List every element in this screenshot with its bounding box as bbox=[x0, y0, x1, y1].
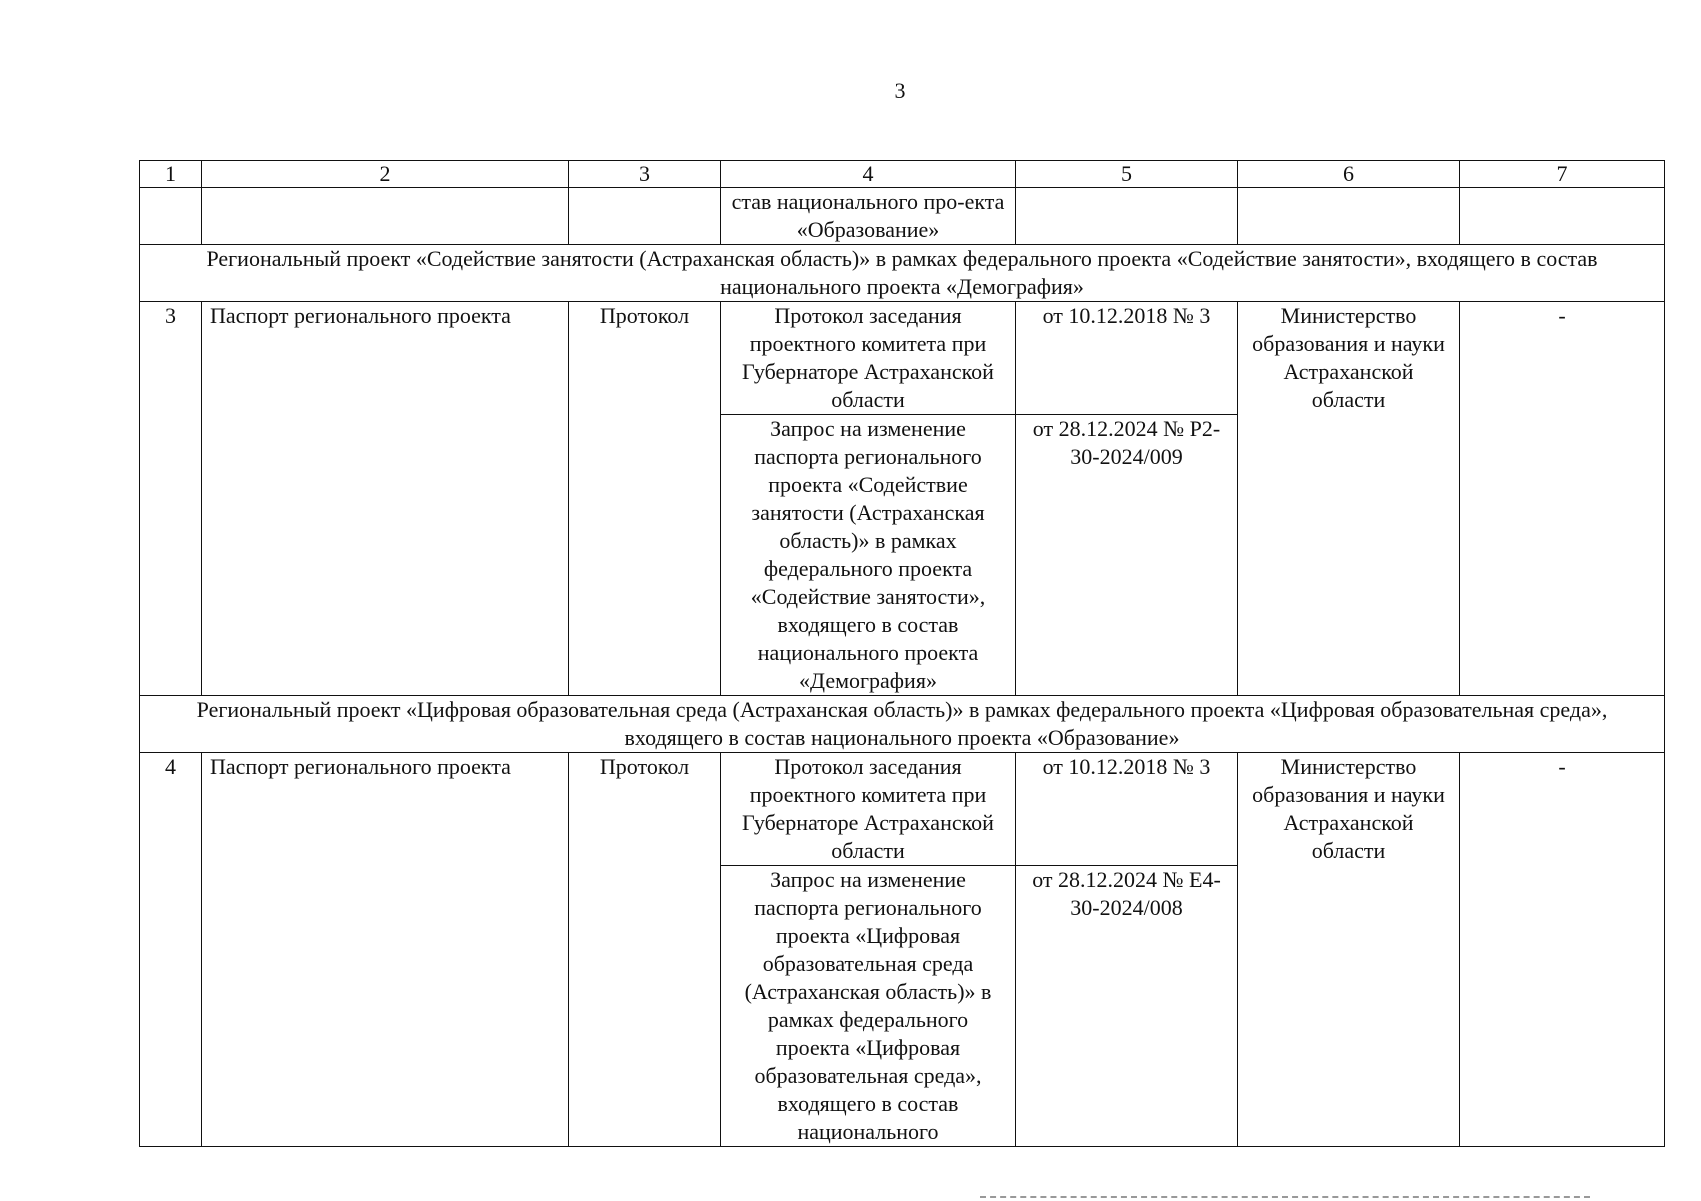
empty-cell bbox=[202, 188, 569, 245]
document-name: Протокол заседания проектного комитета при Губернаторе Астраханской области bbox=[721, 302, 1016, 415]
table-row bbox=[140, 753, 1665, 866]
document-type: Протокол bbox=[569, 302, 721, 696]
note: - bbox=[1460, 753, 1665, 1147]
document-details: от 28.12.2024 № Р2-30-2024/009 bbox=[1016, 415, 1238, 696]
document-name: Протокол заседания проектного комитета при Губернаторе Астраханской области bbox=[721, 753, 1016, 866]
responsible-body: Министерство образования и науки Астраханской области bbox=[1238, 302, 1460, 696]
section-title-row bbox=[140, 245, 1665, 302]
empty-cell bbox=[569, 188, 721, 245]
document-details: от 28.12.2024 № Е4-30-2024/008 bbox=[1016, 866, 1238, 1147]
column-number: 1 bbox=[140, 161, 202, 188]
continuation-text: став национального про-екта «Образование» bbox=[721, 188, 1016, 245]
column-number: 4 bbox=[721, 161, 1016, 188]
column-number: 7 bbox=[1460, 161, 1665, 188]
column-number: 2 bbox=[202, 161, 569, 188]
empty-cell bbox=[1460, 188, 1665, 245]
document-type: Протокол bbox=[569, 753, 721, 1147]
documents-table bbox=[139, 160, 1665, 1147]
document-name: Запрос на изменение паспорта регионального проекта «Цифровая образовательная среда (Астраханская область)» в рамках федерального проекта «Цифровая образовательная среда», входящего в состав национального bbox=[721, 866, 1016, 1147]
empty-cell bbox=[140, 188, 202, 245]
section-title: Региональный проект «Содействие занятости (Астраханская область)» в рамках федерального проекта «Содействие занятости», входящего в состав национального проекта «Демография» bbox=[140, 245, 1665, 302]
column-number: 5 bbox=[1016, 161, 1238, 188]
empty-cell bbox=[1016, 188, 1238, 245]
document-name: Запрос на изменение паспорта регионального проекта «Содействие занятости (Астраханская область)» в рамках федерального проекта «Содействие занятости», входящего в состав национального проекта «Демография» bbox=[721, 415, 1016, 696]
document-title: Паспорт регионального проекта bbox=[202, 753, 569, 1147]
row-number: 3 bbox=[140, 302, 202, 696]
row-number: 4 bbox=[140, 753, 202, 1147]
column-number: 6 bbox=[1238, 161, 1460, 188]
page-number: 3 bbox=[894, 78, 906, 103]
scan-artifact-line bbox=[980, 1196, 1590, 1201]
column-number: 3 bbox=[569, 161, 721, 188]
continuation-row bbox=[140, 188, 1665, 245]
section-title-row bbox=[140, 696, 1665, 753]
column-number-row bbox=[140, 161, 1665, 188]
section-title: Региональный проект «Цифровая образовательная среда (Астраханская область)» в рамках федерального проекта «Цифровая образовательная среда», входящего в состав национального проекта «Образование» bbox=[140, 696, 1665, 753]
empty-cell bbox=[1238, 188, 1460, 245]
table-row bbox=[140, 302, 1665, 415]
document-title: Паспорт регионального проекта bbox=[202, 302, 569, 696]
note: - bbox=[1460, 302, 1665, 696]
responsible-body: Министерство образования и науки Астраханской области bbox=[1238, 753, 1460, 1147]
document-details: от 10.12.2018 № 3 bbox=[1016, 753, 1238, 866]
document-details: от 10.12.2018 № 3 bbox=[1016, 302, 1238, 415]
